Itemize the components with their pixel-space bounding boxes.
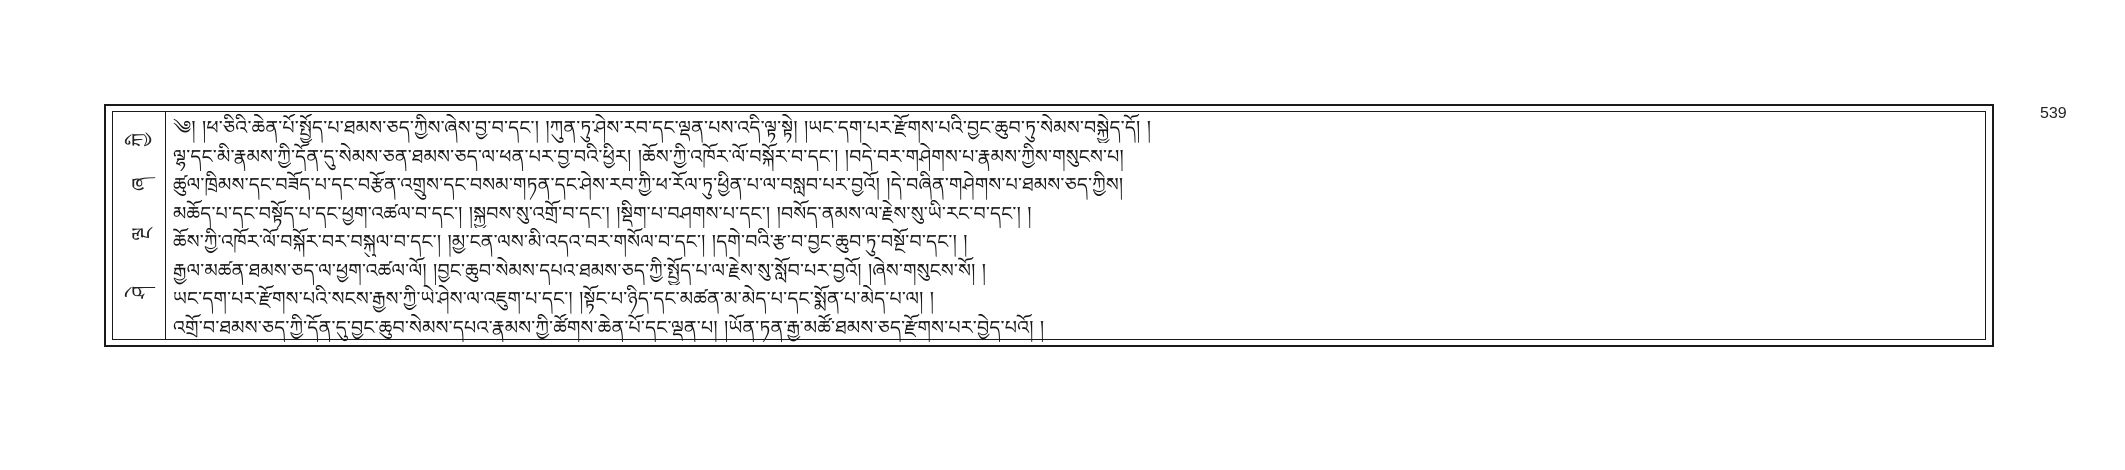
margin-label: ཞ: [127, 177, 151, 191]
text-line-content: འགྲོ་བ་ཐམས་ཅད་ཀྱི་དོན་དུ་བྱང་ཆུབ་སེམས་དཔའ་རྣམས་ཀྱི་ཚོགས་ཆེན་པོ་དང་ལྡན་པ། །ཡོན་ཏན་རྒྱ་མཚོ་ཐམས་ཅད་རྫོགས་པར་བྱེད་པའོ། །: [173, 316, 1045, 339]
margin-label: ཀྱི: [127, 132, 151, 148]
margin-label: ལྔ: [127, 227, 151, 241]
text-line: [173, 228, 1977, 257]
text-line-content: ལྷ་དང་མི་རྣམས་ཀྱི་དོན་དུ་སེམས་ཅན་ཐམས་ཅད་ལ་ཕན་པར་བྱ་བའི་ཕྱིར། །ཆོས་ཀྱི་འཁོར་ལོ་བསྐོར་བ་དང་། །བདེ་བར་གཤེགས་པ་རྣམས་ཀྱིས་གསུངས་པ།: [173, 145, 1124, 168]
text-line: [173, 143, 1977, 172]
text-line-content: མཆོད་པ་དང་བསྟོད་པ་དང་ཕྱག་འཚལ་བ་དང་། །སྐྱབས་སུ་འགྲོ་བ་དང་། །སྡིག་པ་བཤགས་པ་དང་། །བསོད་ནམས་ལ་རྗེས་སུ་ཡི་རང་བ་དང་། །: [173, 202, 1032, 225]
text-line: [173, 114, 1977, 143]
left-margin: [113, 112, 166, 339]
text-line-content: ཆོས་ཀྱི་འཁོར་ལོ་བསྐོར་བར་བསྐུལ་བ་དང་། །མྱ་ངན་ལས་མི་འདའ་བར་གསོལ་བ་དང་། །དགེ་བའི་རྩ་བ་བྱང་ཆུབ་ཏུ་བསྔོ་བ་དང་། །: [173, 231, 968, 253]
text-line: [173, 314, 1977, 343]
text-line-content: ཡང་དག་པར་རྫོགས་པའི་སངས་རྒྱས་ཀྱི་ཡེ་ཤེས་ལ་འཇུག་པ་དང་། །སྟོང་པ་ཉིད་དང་མཚན་མ་མེད་པ་དང་སྨོན་པ་མེད་པ་ལ། །: [173, 288, 935, 310]
text-line: [173, 257, 1977, 286]
folio-frame: [104, 104, 1994, 347]
folio-inner-border: [112, 111, 1986, 340]
page-number: 539: [2040, 105, 2067, 122]
text-line-content: ༄། །ཕ་ཅིའི་ཆེན་པོ་སྤྱོད་པ་ཐམས་ཅད་ཀྱིས་ཞེས་བྱ་བ་དང་། །ཀུན་ཏུ་ཤེས་རབ་དང་ལྡན་པས་འདི་ལྟ་སྟེ། །ཡང་དག་པར་རྫོགས་པའི་བྱང་ཆུབ་ཏུ་སེམས་བསྐྱེད་དོ། །: [173, 117, 1152, 139]
text-line: [173, 171, 1977, 200]
margin-label: ཤེ: [127, 285, 151, 299]
text-line: [173, 200, 1977, 229]
text-line-content: ཚུལ་ཁྲིམས་དང་བཟོད་པ་དང་བརྩོན་འགྲུས་དང་བསམ་གཏན་དང་ཤེས་རབ་ཀྱི་ཕ་རོལ་ཏུ་ཕྱིན་པ་ལ་བསླབ་པར་བྱའོ། །དེ་བཞིན་གཤེགས་པ་ཐམས་ཅད་ཀྱིས།: [173, 174, 1124, 196]
folio-text-block: [173, 114, 1977, 337]
text-line: [173, 285, 1977, 314]
text-line-content: རྒྱལ་མཚན་ཐམས་ཅད་ལ་ཕྱག་འཚལ་ལོ། །བྱང་ཆུབ་སེམས་དཔའ་ཐམས་ཅད་ཀྱི་སྤྱོད་པ་ལ་རྗེས་སུ་སློབ་པར་བྱའོ། །ཞེས་གསུངས་སོ། །: [173, 259, 987, 282]
